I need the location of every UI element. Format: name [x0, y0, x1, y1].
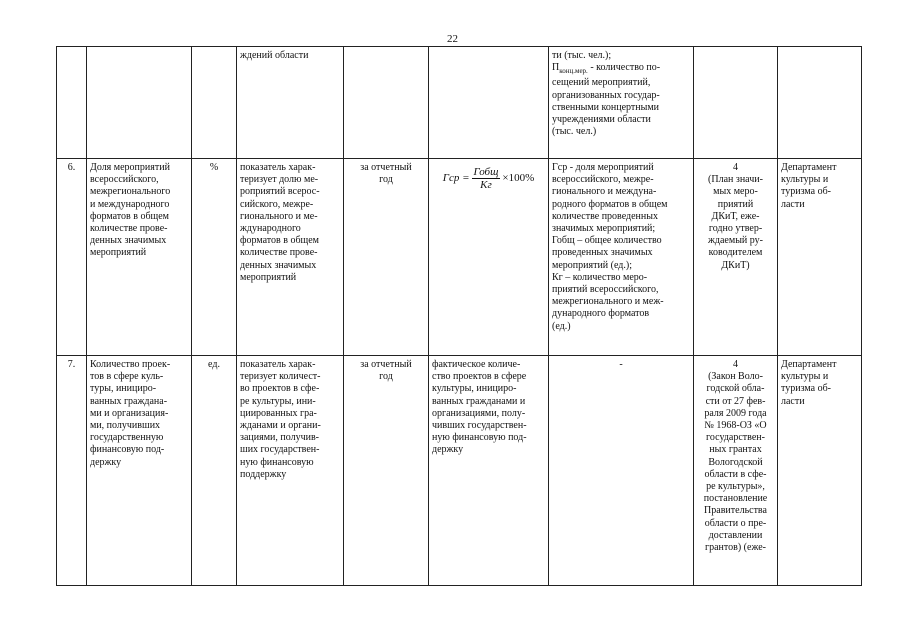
- unit: ед.: [192, 356, 237, 586]
- formula-rhs: ×100%: [502, 172, 535, 185]
- table-row: [57, 47, 862, 159]
- indicator-name: Доля мероприятий всероссийского, межрегионального и международного форматов в общем количестве прове- денных значимых мероприятий: [87, 159, 192, 356]
- explanation-subscript: конц.мер.: [559, 67, 588, 76]
- definition: ждений области: [237, 47, 344, 159]
- explanation: [549, 47, 694, 159]
- page-number: 22: [447, 33, 458, 45]
- formula-fraction: [472, 166, 501, 191]
- responsible: Департамент культуры и туризма об- ласти: [778, 159, 862, 356]
- explanation-line: ти (тыс. чел.);: [552, 50, 612, 61]
- explanation: -: [549, 356, 694, 586]
- formula-numerator: Гобщ: [473, 166, 499, 178]
- formula-lhs: Гср =: [442, 172, 470, 185]
- source: 4 (План значи- мых меро- приятий ДКиТ, еже- годно утвер- ждаемый ру- ководителем ДКиТ): [694, 159, 778, 356]
- indicator-name: Количество проек- тов в сфере куль- туры, инициро- ванных граждана- ми и организация- ми, получивших государственную финансовую под- держку: [87, 356, 192, 586]
- source: [694, 47, 778, 159]
- period: [344, 47, 429, 159]
- formula-denominator: Кг: [480, 179, 492, 191]
- responsible: [778, 47, 862, 159]
- row-number: 6.: [57, 159, 87, 356]
- indicator-name: [87, 47, 192, 159]
- row-number: 7.: [57, 356, 87, 586]
- responsible: Департамент культуры и туризма об- ласти: [778, 356, 862, 586]
- explanation-symbol: П: [552, 62, 560, 74]
- definition: показатель харак- теризует долю ме- роприятий всерос- сийского, межре- гионального и ме- ждународного форматов в общем количестве прове- денных значимых мероприятий: [237, 159, 344, 356]
- period: за отчетный год: [344, 356, 429, 586]
- formula: [429, 159, 549, 356]
- indicators-table: [56, 46, 862, 586]
- table-row: [57, 159, 862, 356]
- period: за отчетный год: [344, 159, 429, 356]
- formula-expression: [432, 166, 545, 191]
- formula: [429, 47, 549, 159]
- row-number: [57, 47, 87, 159]
- table-row: [57, 356, 862, 586]
- unit: %: [192, 159, 237, 356]
- source: 4 (Закон Воло- годской обла- сти от 27 фев- раля 2009 года № 1968-ОЗ «О государствен- ных грантах Вологодской области в сфе- ре культуры», постановление Правительства области о пре- доставлении грантов) (еже-: [694, 356, 778, 586]
- explanation-line: - количество по- сещений мероприятий, организованных государ- ственными концертными учреждениями области (тыс. чел.): [552, 62, 661, 138]
- definition: показатель харак- теризует количест- во проектов в сфе- ре культуры, ини- циированных гра- жданами и органи- зациями, получив- ших государствен- ную финансовую поддержку: [237, 356, 344, 586]
- formula: фактическое количе- ство проектов в сфере культуры, инициро- ванных гражданами и организациями, полу- чивших государствен- ную финансовую под- держку: [429, 356, 549, 586]
- explanation: Гср - доля мероприятий всероссийского, межре- гионального и междуна- родного форматов в общем количестве проведенных значимых мероприятий; Гобщ – общее количество проведенных значимых мероприятий (ед.); Кг – количество меро- приятий всероссийского, межрегионального и меж- дународного форматов (ед.): [549, 159, 694, 356]
- unit: [192, 47, 237, 159]
